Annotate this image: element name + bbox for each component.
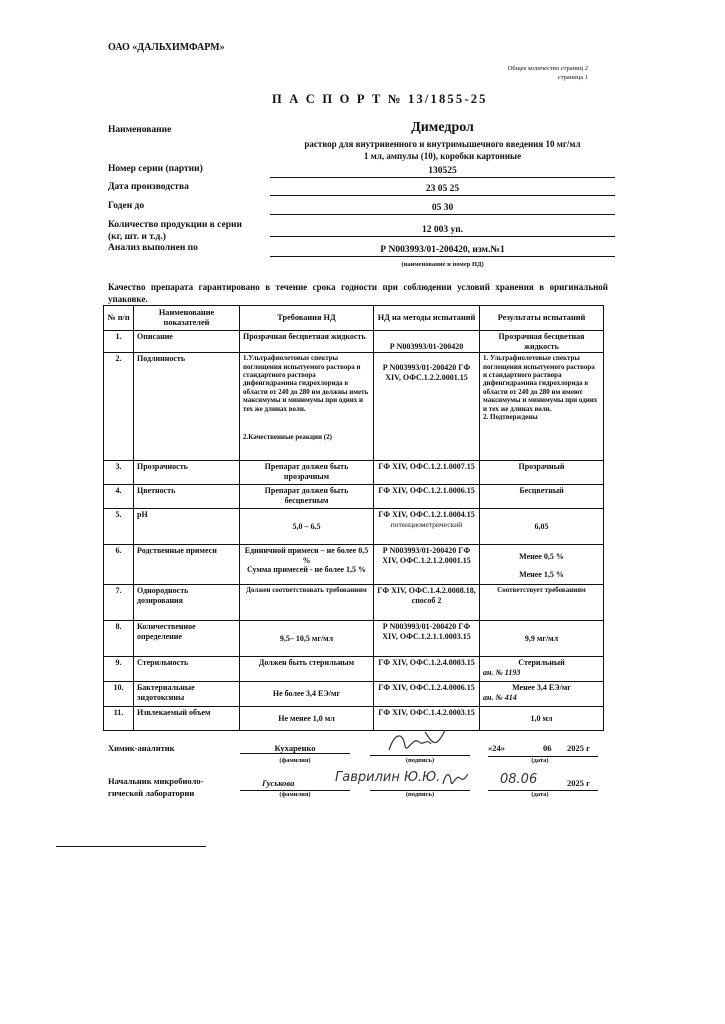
row-method: Р N003993/01-200420 ГФ XIV, ОФС.1.2.1.2.0001.15 (374, 545, 480, 585)
head-surname-caption: (фамилия) (279, 791, 311, 798)
name-label: Наименование (108, 125, 172, 135)
row-requirement (240, 353, 374, 461)
head-date-caption: (дата) (531, 791, 549, 798)
col-header-name: Наименование показателей (134, 306, 240, 331)
chemist-label: Химик-аналитик (108, 743, 175, 753)
head-surname: Гуськова (262, 778, 295, 788)
row-name: Стерильность (134, 657, 240, 682)
row-result: Соответствует требованиям (480, 585, 604, 621)
row-method: ГФ XIV, ОФС.1.4.2.0008.18, способ 2 (374, 585, 480, 621)
row-method: ГФ XIV, ОФС.1.2.1.0006.15 (374, 485, 480, 509)
product-desc-line2: 1 мл, ампулы (10), коробки картонные (363, 151, 522, 161)
row-result: Прозрачная бесцветная жидкость (480, 331, 604, 353)
result-text: Стерильный (518, 658, 565, 668)
row-result: 9,9 мг/мл (480, 621, 604, 657)
series-value: 130525 (270, 165, 615, 178)
result-single: Менее 0,5 % (519, 552, 564, 562)
row-result (480, 682, 604, 707)
row-requirement: 9,5– 10,5 мг/мл (240, 621, 374, 657)
row-name: Родственные примеси (134, 545, 240, 585)
head-date: 08.06 (500, 772, 538, 787)
row-name: Извлекаемый объем (134, 707, 240, 731)
series-label: Номер серии (партии) (108, 164, 203, 174)
company-name: ОАО «ДАЛЬХИМФАРМ» (108, 42, 225, 53)
row-num: 10. (104, 682, 134, 707)
row-name: Прозрачность (134, 461, 240, 485)
table-row (104, 585, 604, 621)
row-num: 6. (104, 545, 134, 585)
head-signature (440, 768, 470, 790)
chemist-surname: Кухаренко (240, 743, 350, 754)
requirement-single: Единичной примеси – не более 0,5 % (244, 546, 369, 565)
page-number: страница 1 (557, 74, 588, 81)
requirement-uv: 1.Ультрафиолетовые спектры поглощения испытуемого раствора и стандартного раствора дифенгидрамина гидрохлорида в области от 240 до 280 нм должны иметь максимумы и минимумы при одних и тех же длинах волн. (243, 354, 369, 413)
row-num: 4. (104, 485, 134, 509)
row-num: 7. (104, 585, 134, 621)
pages-total: Общее количество страниц 2 (507, 65, 588, 72)
row-requirement: Должен соответствовать требованиям (240, 585, 374, 621)
row-result (480, 657, 604, 682)
footer-divider (56, 846, 206, 847)
row-method: Р N003993/01-200420 ГФ XIV, ОФС.1.2.2.0001.15 (374, 353, 480, 461)
analysis-label: Анализ выполнен по (108, 243, 198, 253)
head-label-line2: гической лаборатории (108, 788, 195, 798)
row-name: Описание (134, 331, 240, 353)
mfg-date-value: 23 05 25 (270, 183, 615, 196)
product-description (270, 138, 615, 162)
head-signature-caption: (подпись) (405, 791, 435, 798)
table-row (104, 657, 604, 682)
requirement-reactions: 2.Качественные реакции (2) (243, 433, 332, 442)
quantity-label-line1: Количество продукции в серии (108, 220, 242, 230)
product-desc-line1: раствор для внутривенного и внутримышечного введения 10 мг/мл (304, 139, 581, 149)
col-header-num: № п/п (104, 306, 134, 331)
method-note: потенциометрический (390, 519, 463, 529)
row-name: Количественное определение (134, 621, 240, 657)
row-name: Подлинность (134, 353, 240, 461)
specification-table (103, 305, 604, 731)
row-num: 2. (104, 353, 134, 461)
head-date-year: 2025 г (567, 778, 590, 788)
chemist-date-year: 2025 г (567, 743, 590, 753)
col-header-result: Результаты испытаний (480, 306, 604, 331)
chemist-signature-caption: (подпись) (405, 757, 435, 764)
row-method: ГФ XIV, ОФС.1.2.1.0007.15 (374, 461, 480, 485)
head-label-line1: Начальник микробиоло- (108, 776, 204, 786)
analysis-number: ан. № 1193 (483, 667, 521, 677)
row-name: Бактериальные эндотоксины (134, 682, 240, 707)
row-requirement: Не более 3,4 ЕЭ/мг (240, 682, 374, 707)
chemist-surname-caption: (фамилия) (279, 757, 311, 764)
result-uv: 1. Ультрафиолетовые спектры поглощения испытуемого раствора и стандартного раствора дифенгидрамина гидрохлорида в области от 240 до 280 нм имеют максимумы и минимумы при одних и тех же длинах волн. (483, 354, 598, 413)
row-result (480, 545, 604, 585)
table-row (104, 621, 604, 657)
table-row (104, 509, 604, 545)
mfg-date-label: Дата производства (108, 182, 189, 192)
quantity-label (108, 219, 273, 243)
table-row (104, 707, 604, 731)
row-name: Цветность (134, 485, 240, 509)
row-requirement: Не менее 1,0 мл (240, 707, 374, 731)
head-handwritten-name: Гаврилин Ю.Ю. (335, 770, 441, 785)
row-method (374, 509, 480, 545)
row-method: Р N003993/01-200420 (374, 331, 480, 353)
chemist-date-caption: (дата) (531, 757, 549, 764)
row-num: 8. (104, 621, 134, 657)
table-row (104, 331, 604, 353)
row-num: 1. (104, 331, 134, 353)
row-requirement: Прозрачная бесцветная жидкость (240, 331, 374, 353)
col-header-requirements: Требования НД (240, 306, 374, 331)
row-num: 5. (104, 509, 134, 545)
table-row (104, 682, 604, 707)
row-num: 9. (104, 657, 134, 682)
row-method: ГФ XIV, ОФС.1.2.4.0006.15 (374, 682, 480, 707)
row-requirement: Препарат должен быть прозрачным (240, 461, 374, 485)
quantity-value: 12 003 уп. (270, 224, 615, 237)
table-row (104, 485, 604, 509)
chemist-date-month: 06 (543, 743, 552, 753)
analysis-number: ан. № 414 (483, 692, 517, 702)
passport-title: П А С П О Р Т № 13/1855-25 (272, 92, 488, 106)
row-requirement: Должен быть стерильным (240, 657, 374, 682)
table-row (104, 545, 604, 585)
result-reactions: 2. Подтверждены (483, 413, 538, 422)
col-header-method: НД на методы испытаний (374, 306, 480, 331)
quantity-label-line2: (кг, шт. и т.д.) (108, 232, 166, 242)
row-method: ГФ XIV, ОФС.1.4.2.0003.15 (374, 707, 480, 731)
analysis-value: Р N003993/01-200420, изм.№1 (270, 244, 615, 257)
expiry-value: 05 30 (270, 202, 615, 215)
table-header-row (104, 306, 604, 331)
row-name: pH (134, 509, 240, 545)
row-result: Бесцветный (480, 485, 604, 509)
row-num: 11. (104, 707, 134, 731)
row-requirement: Препарат должен быть бесцветным (240, 485, 374, 509)
row-result: 1,0 мл (480, 707, 604, 731)
page-count (470, 64, 588, 82)
row-result (480, 353, 604, 461)
row-num: 3. (104, 461, 134, 485)
head-label (108, 775, 203, 799)
result-sum: Менее 1,5 % (519, 569, 564, 579)
result-text: Менее 3,4 ЕЭ/мг (512, 683, 571, 693)
row-name: Однородность дозирования (134, 585, 240, 621)
chemist-signature (385, 728, 455, 758)
chemist-date-day: «24» (488, 743, 505, 753)
row-requirement (240, 545, 374, 585)
expiry-label: Годен до (108, 201, 145, 211)
product-name: Димедрол (411, 120, 474, 135)
analysis-caption: (наименование и номер НД) (401, 261, 484, 268)
table-row (104, 461, 604, 485)
row-result: 6,05 (480, 509, 604, 545)
row-result: Прозрачный (480, 461, 604, 485)
row-requirement: 5,0 – 6,5 (240, 509, 374, 545)
quality-guarantee-text: Качество препарата гарантировано в течение срока годности при соблюдении условий хранения в оригинальной упаковке. (108, 282, 608, 304)
method-ref: ГФ XIV, ОФС.1.2.1.0004.15 (378, 510, 475, 520)
requirement-sum: Сумма примесей - не более 1,5 % (246, 565, 367, 575)
row-method: ГФ XIV, ОФС.1.2.4.0003.15 (374, 657, 480, 682)
row-method: Р N003993/01-200420 ГФ XIV, ОФС.1.2.1.1.0003.15 (374, 621, 480, 657)
table-row (104, 353, 604, 461)
